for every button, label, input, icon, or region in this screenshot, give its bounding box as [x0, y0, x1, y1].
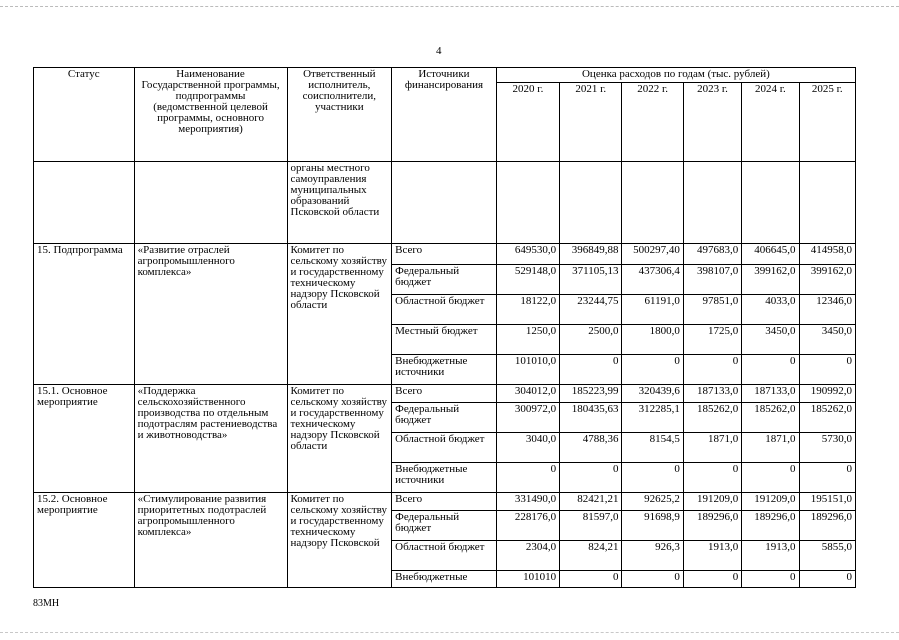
header-year: 2020 г.: [496, 83, 559, 162]
value-cell: 92625,2: [622, 493, 683, 511]
value-cell: 500297,40: [622, 244, 683, 265]
header-year: 2023 г.: [683, 83, 741, 162]
value-cell: 189296,0: [799, 511, 855, 541]
value-cell: 190992,0: [799, 385, 855, 403]
source-cell: Всего: [392, 244, 497, 265]
source-cell: Федеральный бюджет: [392, 403, 497, 433]
header-year: 2025 г.: [799, 83, 855, 162]
value-cell: 185223,99: [560, 385, 622, 403]
status-cell: 15.2. Основное мероприятие: [34, 493, 135, 588]
value-cell: 187133,0: [683, 385, 741, 403]
value-cell: 12346,0: [799, 295, 855, 325]
name-cell: [134, 162, 287, 244]
value-cell: 18122,0: [496, 295, 559, 325]
table-row: [34, 244, 856, 265]
value-cell: 3040,0: [496, 433, 559, 463]
value-cell: 926,3: [622, 541, 683, 571]
value-cell: 414958,0: [799, 244, 855, 265]
value-cell: 101010: [496, 571, 559, 588]
value-cell: 824,21: [560, 541, 622, 571]
executor-cell: Комитет по сельскому хозяйству и государственному техническому надзору Псковской области: [287, 244, 392, 385]
value-cell: 1871,0: [742, 433, 799, 463]
value-cell: 0: [742, 463, 799, 493]
source-cell: Всего: [392, 493, 497, 511]
source-cell: Областной бюджет: [392, 541, 497, 571]
value-cell: [560, 162, 622, 244]
source-cell: Местный бюджет: [392, 325, 497, 355]
status-cell: 15.1. Основное мероприятие: [34, 385, 135, 493]
value-cell: [496, 162, 559, 244]
value-cell: 312285,1: [622, 403, 683, 433]
value-cell: 0: [560, 355, 622, 385]
value-cell: 331490,0: [496, 493, 559, 511]
executor-cell: органы местного самоуправления муниципальных образований Псковской области: [287, 162, 392, 244]
value-cell: 189296,0: [742, 511, 799, 541]
value-cell: 0: [799, 463, 855, 493]
value-cell: 0: [742, 355, 799, 385]
source-cell: [392, 162, 497, 244]
value-cell: 3450,0: [742, 325, 799, 355]
value-cell: 4788,36: [560, 433, 622, 463]
value-cell: 1913,0: [742, 541, 799, 571]
value-cell: [683, 162, 741, 244]
value-cell: 398107,0: [683, 265, 741, 295]
value-cell: 1871,0: [683, 433, 741, 463]
value-cell: 3450,0: [799, 325, 855, 355]
value-cell: 185262,0: [742, 403, 799, 433]
value-cell: 0: [496, 463, 559, 493]
value-cell: 8154,5: [622, 433, 683, 463]
value-cell: 185262,0: [683, 403, 741, 433]
value-cell: 2304,0: [496, 541, 559, 571]
scan-bottom-edge: [0, 632, 899, 633]
status-cell: 15. Подпрограмма: [34, 244, 135, 385]
source-cell: Федеральный бюджет: [392, 511, 497, 541]
value-cell: 396849,88: [560, 244, 622, 265]
value-cell: 101010,0: [496, 355, 559, 385]
value-cell: 399162,0: [742, 265, 799, 295]
value-cell: 0: [560, 571, 622, 588]
source-cell: Федеральный бюджет: [392, 265, 497, 295]
value-cell: 1800,0: [622, 325, 683, 355]
header-year: 2022 г.: [622, 83, 683, 162]
value-cell: [742, 162, 799, 244]
value-cell: 81597,0: [560, 511, 622, 541]
value-cell: 0: [742, 571, 799, 588]
value-cell: 0: [560, 463, 622, 493]
value-cell: 191209,0: [742, 493, 799, 511]
value-cell: 82421,21: [560, 493, 622, 511]
header-executor: Ответственный исполнитель, соисполнители, участники: [287, 68, 392, 162]
source-cell: Областной бюджет: [392, 433, 497, 463]
value-cell: 0: [683, 463, 741, 493]
value-cell: 406645,0: [742, 244, 799, 265]
page-number: 4: [436, 45, 442, 57]
value-cell: 300972,0: [496, 403, 559, 433]
source-cell: Областной бюджет: [392, 295, 497, 325]
value-cell: 91698,9: [622, 511, 683, 541]
value-cell: 497683,0: [683, 244, 741, 265]
status-cell: [34, 162, 135, 244]
table-body: [34, 162, 856, 588]
value-cell: 97851,0: [683, 295, 741, 325]
value-cell: 61191,0: [622, 295, 683, 325]
value-cell: 371105,13: [560, 265, 622, 295]
header-status: Статус: [34, 68, 135, 162]
value-cell: 649530,0: [496, 244, 559, 265]
value-cell: 5730,0: [799, 433, 855, 463]
value-cell: 0: [622, 463, 683, 493]
budget-table: [33, 67, 856, 588]
value-cell: 1250,0: [496, 325, 559, 355]
program-name-cell: «Развитие отраслей агропромышленного комплекса»: [134, 244, 287, 385]
header-year: 2021 г.: [560, 83, 622, 162]
source-cell: Внебюджетные: [392, 571, 497, 588]
value-cell: 0: [799, 571, 855, 588]
source-cell: Внебюджетные источники: [392, 355, 497, 385]
value-cell: 0: [622, 571, 683, 588]
value-cell: 399162,0: [799, 265, 855, 295]
value-cell: 228176,0: [496, 511, 559, 541]
value-cell: 1913,0: [683, 541, 741, 571]
value-cell: 1725,0: [683, 325, 741, 355]
value-cell: 529148,0: [496, 265, 559, 295]
value-cell: 23244,75: [560, 295, 622, 325]
table-header: [34, 68, 856, 162]
header-name: Наименование Государственной программы, подпрограммы (ведомственной целевой программы, основного мероприятия): [134, 68, 287, 162]
footer-code: 83МН: [33, 598, 60, 609]
value-cell: 2500,0: [560, 325, 622, 355]
value-cell: 180435,63: [560, 403, 622, 433]
value-cell: [622, 162, 683, 244]
header-estimate: Оценка расходов по годам (тыс. рублей): [496, 68, 855, 83]
executor-cell: Комитет по сельскому хозяйству и государственному техническому надзору Псковской области: [287, 385, 392, 493]
value-cell: [799, 162, 855, 244]
value-cell: 191209,0: [683, 493, 741, 511]
value-cell: 187133,0: [742, 385, 799, 403]
value-cell: 0: [683, 355, 741, 385]
program-name-cell: «Стимулирование развития приоритетных подотраслей агропромышленного комплекса»: [134, 493, 287, 588]
value-cell: 0: [622, 355, 683, 385]
table-row: [34, 385, 856, 403]
table-row: [34, 493, 856, 511]
executor-cell: Комитет по сельскому хозяйству и государственному техническому надзору Псковской: [287, 493, 392, 588]
value-cell: 195151,0: [799, 493, 855, 511]
value-cell: 4033,0: [742, 295, 799, 325]
value-cell: 304012,0: [496, 385, 559, 403]
source-cell: Внебюджетные источники: [392, 463, 497, 493]
header-sources: Источники финансирования: [392, 68, 497, 162]
value-cell: 185262,0: [799, 403, 855, 433]
value-cell: 437306,4: [622, 265, 683, 295]
value-cell: 320439,6: [622, 385, 683, 403]
value-cell: 5855,0: [799, 541, 855, 571]
value-cell: 0: [799, 355, 855, 385]
value-cell: 189296,0: [683, 511, 741, 541]
value-cell: 0: [683, 571, 741, 588]
program-name-cell: «Поддержка сельскохозяйственного производства по отдельным подотраслям растениеводства и животноводства»: [134, 385, 287, 493]
source-cell: Всего: [392, 385, 497, 403]
scan-top-edge: [0, 6, 899, 7]
header-year: 2024 г.: [742, 83, 799, 162]
continuation-row: [34, 162, 856, 244]
